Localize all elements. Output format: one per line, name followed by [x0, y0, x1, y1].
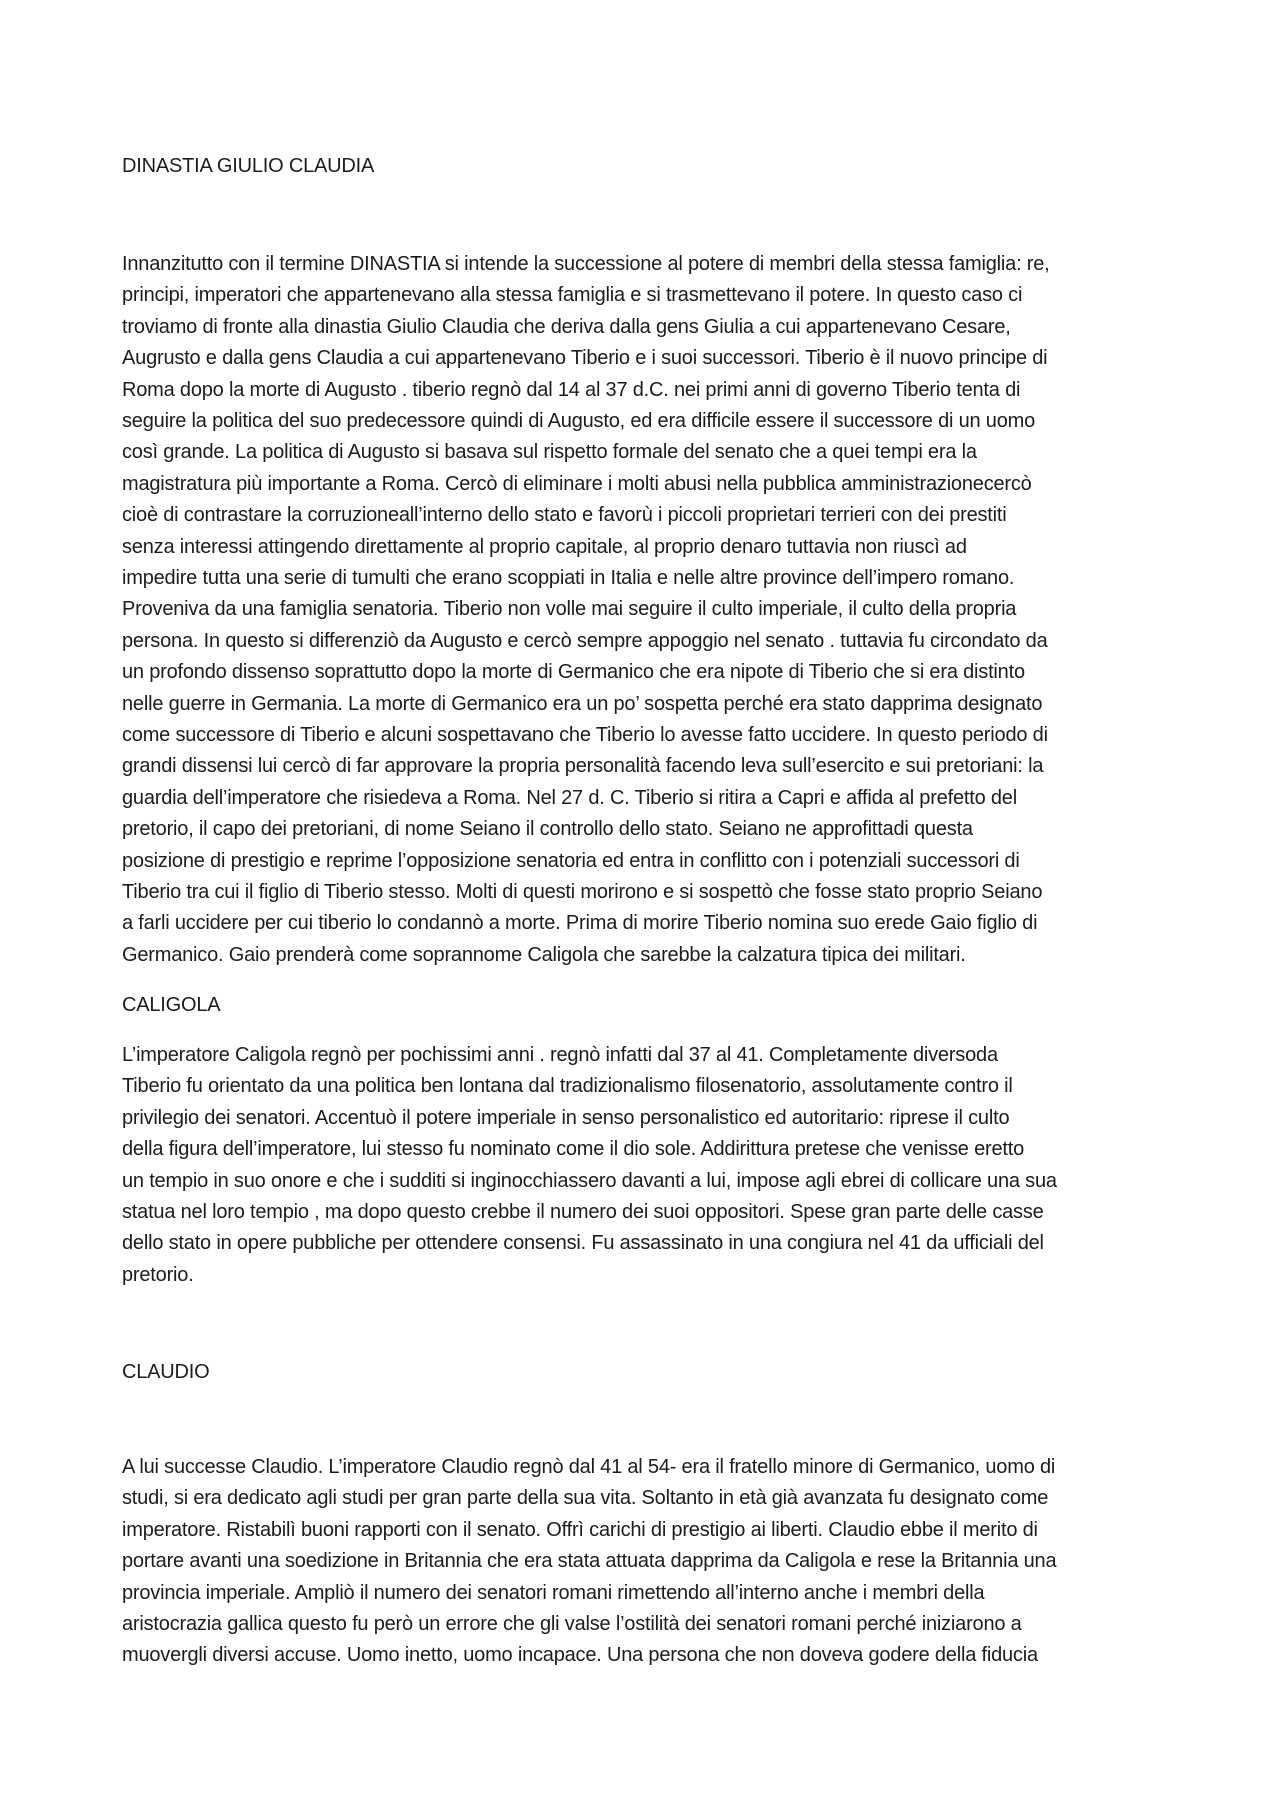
intro-line: grandi dissensi lui cercò di far approvare la propria personalità facendo leva sull’esercito e sui pretoriani: la: [122, 755, 1044, 778]
caligola-line: dello stato in opere pubbliche per ottendere consensi. Fu assassinato in una congiura nel 41 da ufficiali del: [122, 1232, 1044, 1255]
claudio-line: muovergli diversi accuse. Uomo inetto, uomo incapace. Una persona che non doveva godere della fiducia: [122, 1644, 1038, 1667]
intro-line: un profondo dissenso soprattutto dopo la morte di Germanico che era nipote di Tiberio che si era distinto: [122, 661, 1025, 684]
intro-line: magistratura più importante a Roma. Cercò di eliminare i molti abusi nella pubblica amministrazionecercò: [122, 472, 1032, 495]
claudio-line: provincia imperiale. Ampliò il numero dei senatori romani rimettendo all’interno anche i membri della: [122, 1581, 985, 1604]
intro-line: guardia dell’imperatore che risiedeva a Roma. Nel 27 d. C. Tiberio si ritira a Capri e affida al prefetto del: [122, 786, 1017, 809]
claudio-line: A lui successe Claudio. L’imperatore Claudio regnò dal 41 al 54- era il fratello minore di Germanico, uomo di: [122, 1456, 1056, 1478]
caligola-line: pretorio.: [122, 1263, 194, 1286]
document-page: [122, 0, 1174, 1811]
intro-line: Tiberio tra cui il figlio di Tiberio stesso. Molti di questi morirono e si sospettò che fosse stato proprio Seiano: [122, 881, 1043, 903]
intro-line: Roma dopo la morte di Augusto . tiberio regnò dal 14 al 37 d.C. nei primi anni di governo Tiberio tenta di: [122, 378, 1021, 401]
intro-line: a farli uccidere per cui tiberio lo condannò a morte. Prima di morire Tiberio nomina suo erede Gaio figlio di: [122, 912, 1038, 935]
intro-line: persona. In questo si differenziò da Augusto e cercò sempre appoggio nel senato . tuttavia fu circondato da: [122, 629, 1048, 652]
claudio-line: portare avanti una soedizione in Britannia che era stata attuata dapprima da Caligola e rese la Britannia una: [122, 1550, 1057, 1573]
intro-line: Innanzitutto con il termine DINASTIA si intende la successione al potere di membri della stessa famiglia: re,: [122, 253, 1050, 275]
caligola-line: un tempio in suo onore e che i sudditi si inginocchiassero davanti a lui, impose agli ebrei di collicare una sua: [122, 1169, 1057, 1192]
intro-line: impedire tutta una serie di tumulti che erano scoppiati in Italia e nelle altre province dell’impero romano.: [122, 567, 1015, 589]
caligola-line: Tiberio fu orientato da una politica ben lontana dal tradizionalismo filosenatorio, assolutamente contro il: [122, 1075, 1013, 1098]
claudio-line: studi, si era dedicato agli studi per gran parte della sua vita. Soltanto in età già avanzata fu designato come: [122, 1487, 1049, 1510]
intro-line: troviamo di fronte alla dinastia Giulio Claudia che deriva dalla gens Giulia a cui appartenevano Cesare,: [122, 315, 1011, 338]
caligola-line: della figura dell’imperatore, lui stesso fu nominato come il dio sole. Addirittura pretese che venisse eretto: [122, 1138, 1025, 1161]
intro-line: posizione di prestigio e reprime l’opposizione senatoria ed entra in conflitto con i potenziali successori di: [122, 849, 1020, 872]
intro-line: come successore di Tiberio e alcuni sospettavano che Tiberio lo avesse fatto uccidere. In questo periodo di: [122, 724, 1048, 746]
caligola-line: L’imperatore Caligola regnò per pochissimi anni . regnò infatti dal 37 al 41. Completamente diversoda: [122, 1044, 998, 1066]
intro-line: principi, imperatori che appartenevano alla stessa famiglia e si trasmettevano il potere. In questo caso ci: [122, 284, 1023, 307]
claudio-heading: CLAUDIO: [122, 1361, 210, 1383]
intro-line: cioè di contrastare la corruzioneall’interno dello stato e favorù i piccoli proprietari terrieri con dei prestiti: [122, 504, 1007, 527]
caligola-line: privilegio dei senatori. Accentuò il potere imperiale in senso personalistico ed autoritario: riprese il culto: [122, 1106, 1010, 1129]
claudio-line: aristocrazia gallica questo fu però un errore che gli valse l’ostilità dei senatori romani perché iniziarono a: [122, 1613, 1022, 1635]
intro-line: pretorio, il capo dei pretoriani, di nome Seiano il controllo dello stato. Seiano ne approfittadi questa: [122, 818, 973, 841]
caligola-heading: CALIGOLA: [122, 994, 221, 1016]
intro-line: Augrusto e dalla gens Claudia a cui appartenevano Tiberio e i suoi successori. Tiberio è il nuovo principe di: [122, 347, 1048, 370]
intro-line: Germanico. Gaio prenderà come soprannome Caligola che sarebbe la calzatura tipica dei militari.: [122, 943, 966, 966]
intro-line: nelle guerre in Germania. La morte di Germanico era un po’ sospetta perché era stato dapprima designato: [122, 692, 1043, 715]
intro-line: senza interessi attingendo direttamente al proprio capitale, al proprio denaro tuttavia non riuscì ad: [122, 535, 967, 558]
document-title: DINASTIA GIULIO CLAUDIA: [122, 155, 375, 177]
claudio-line: imperatore. Ristabilì buoni rapporti con il senato. Offrì carichi di prestigio ai liberti. Claudio ebbe il merito di: [122, 1518, 1038, 1541]
intro-line: così grande. La politica di Augusto si basava sul rispetto formale del senato che a quei tempi era la: [122, 441, 977, 464]
intro-line: Proveniva da una famiglia senatoria. Tiberio non volle mai seguire il culto imperiale, il culto della propria: [122, 598, 1017, 621]
caligola-line: statua nel loro tempio , ma dopo questo crebbe il numero dei suoi oppositori. Spese gran parte delle casse: [122, 1201, 1044, 1223]
intro-line: seguire la politica del suo predecessore quindi di Augusto, ed era difficile essere il successore di un uomo: [122, 410, 1036, 432]
